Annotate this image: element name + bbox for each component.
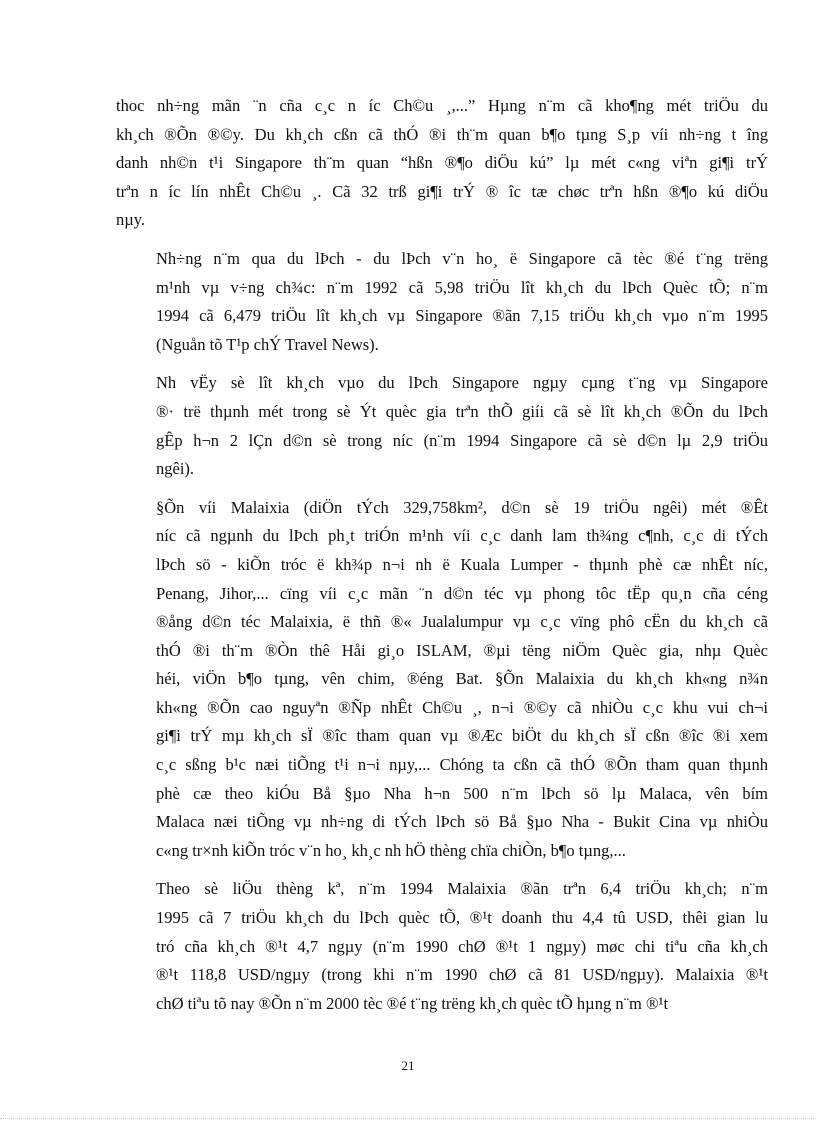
text-line: tró cña kh¸ch ®¹t 4,7 ngµy (n¨m 1990 chØ ®¹t 1 ngµy) møc chi tiªu cña kh¸ch [156, 936, 768, 956]
paragraph [116, 494, 768, 866]
text-line: Penang, Jihor,... cïng víi c¸c mãn ¨n d©n téc vµ phong tôc tËp qu¸n cña céng [156, 583, 768, 603]
text-line: kh«ng ®Õn cao nguyªn ®Ñp nhÊt Ch©u ¸, n¬i ®©y cã nhiÒu c¸c khu vui ch¬i [156, 697, 768, 717]
text-line: danh nh©n t¹i Singapore th¨m quan “hßn ®¶o diÖu kú” lµ mét c«ng viªn gi¶i trÝ [116, 153, 768, 173]
page-bottom-edge [0, 1118, 816, 1119]
text-line: thÓ ®i th¨m ®Òn thê Håi gi¸o ISLAM, ®µi tëng niÖm Quèc gia, nhµ Quèc [156, 640, 768, 660]
text-line: 1995 cã 7 triÖu kh¸ch du lÞch quèc tÕ, ®¹t doanh thu 4,4 tû USD, thêi gian lu [156, 908, 768, 928]
body-text [116, 92, 768, 1028]
text-line: (Nguån tõ T¹p chÝ Travel News). [156, 334, 379, 354]
text-line: ngêi). [156, 459, 195, 479]
paragraph [116, 875, 768, 1018]
text-line: ®· trë thµnh mét trong sè Ýt quèc gia trªn thÕ giíi cã sè lît kh¸ch ®Õn du lÞch [156, 401, 768, 421]
text-line: héi, viÖn b¶o tµng, vên chim, ®éng Bat. §Õn Malaixia du kh¸ch kh«ng n¾n [156, 669, 768, 689]
text-line: chØ tiªu tõ nay ®Õn n¨m 2000 tèc ®é t¨ng trëng kh¸ch quèc tÕ hµng n¨m ®¹t [156, 993, 669, 1013]
text-line: Malaca næi tiÕng vµ nh÷ng di tÝch lÞch sö Bå §µo Nha - Bukit Cina vµ nhiÒu [156, 812, 768, 832]
text-line: nµy. [116, 210, 146, 230]
text-line: m¹nh vµ v÷ng ch¾c: n¨m 1992 cã 5,98 triÖu lît kh¸ch du lÞch Quèc tÕ; n¨m [156, 277, 768, 297]
text-line: kh¸ch ®Õn ®©y. Du kh¸ch cßn cã thÓ ®i th¨m quan b¶o tµng S¸p víi nh÷ng t îng [116, 124, 768, 144]
text-line: phè cæ theo kiÓu Bå §µo Nha h¬n 500 n¨m lÞch sö lµ Malaca, vên bím [156, 783, 768, 803]
paragraph [116, 369, 768, 483]
text-line: Nh vËy sè lît kh¸ch vµo du lÞch Singapore ngµy cµng t¨ng vµ Singapore [156, 373, 768, 393]
text-line: gi¶i trÝ mµ kh¸ch sÏ ®îc tham quan vµ ®Æc biÖt du kh¸ch sÏ cßn ®îc ®i xem [156, 726, 768, 746]
text-line: ®¹t 118,8 USD/ngµy (trong khi n¨m 1990 chØ cã 81 USD/ngµy). Malaixia ®¹t [156, 965, 768, 985]
text-line: Theo sè liÖu thèng kª, n¨m 1994 Malaixia ®ãn trªn 6,4 triÖu kh¸ch; n¨m [156, 879, 768, 899]
text-line: gÊp h¬n 2 lÇn d©n sè trong níc (n¨m 1994 Singapore cã sè d©n lµ 2,9 triÖu [156, 430, 768, 450]
text-line: ®ång d©n téc Malaixia, ë thñ ®« Jualalumpur vµ c¸c vïng phô cËn du kh¸ch cã [156, 612, 768, 632]
text-line: níc cã ngµnh du lÞch ph¸t triÓn m¹nh víi c¸c danh lam th¾ng c¶nh, c¸c di tÝch [156, 526, 768, 546]
text-line: c«ng tr×nh kiÕn tróc v¨n ho¸ kh¸c nh hÖ thèng chïa chiÒn, b¶o tµng,... [156, 840, 626, 860]
paragraph [116, 92, 768, 235]
text-line: thoc nh÷ng mãn ¨n cña c¸c n íc Ch©u ¸,...” Hµng n¨m cã kho¶ng mét triÖu du [116, 96, 768, 115]
paragraph [116, 245, 768, 359]
text-line: §Õn víi Malaixia (diÖn tÝch 329,758km², d©n sè 19 triÖu ngêi) mét ®Êt [156, 497, 768, 517]
text-line: lÞch sö - kiÕn tróc ë kh¾p n¬i nh ë Kuala Lumper - thµnh phè cæ nhÊt níc, [156, 554, 768, 574]
text-line: c¸c sßng b¹c næi tiÕng t¹i n¬i nµy,... Chóng ta cßn cã thÓ ®Õn tham quan thµnh [156, 755, 768, 775]
text-line: trªn n íc lín nhÊt Ch©u ¸. Cã 32 trß gi¶i trÝ ® îc tæ chøc trªn hßn ®¶o kú diÖu [116, 181, 768, 201]
text-line: 1994 cã 6,479 triÖu lît kh¸ch vµ Singapore ®ãn 7,15 triÖu kh¸ch vµo n¨m 1995 [156, 306, 768, 326]
page-number: 21 [401, 1058, 415, 1073]
text-line: Nh÷ng n¨m qua du lÞch - du lÞch v¨n ho¸ ë Singapore cã tèc ®é t¨ng trëng [156, 248, 768, 268]
